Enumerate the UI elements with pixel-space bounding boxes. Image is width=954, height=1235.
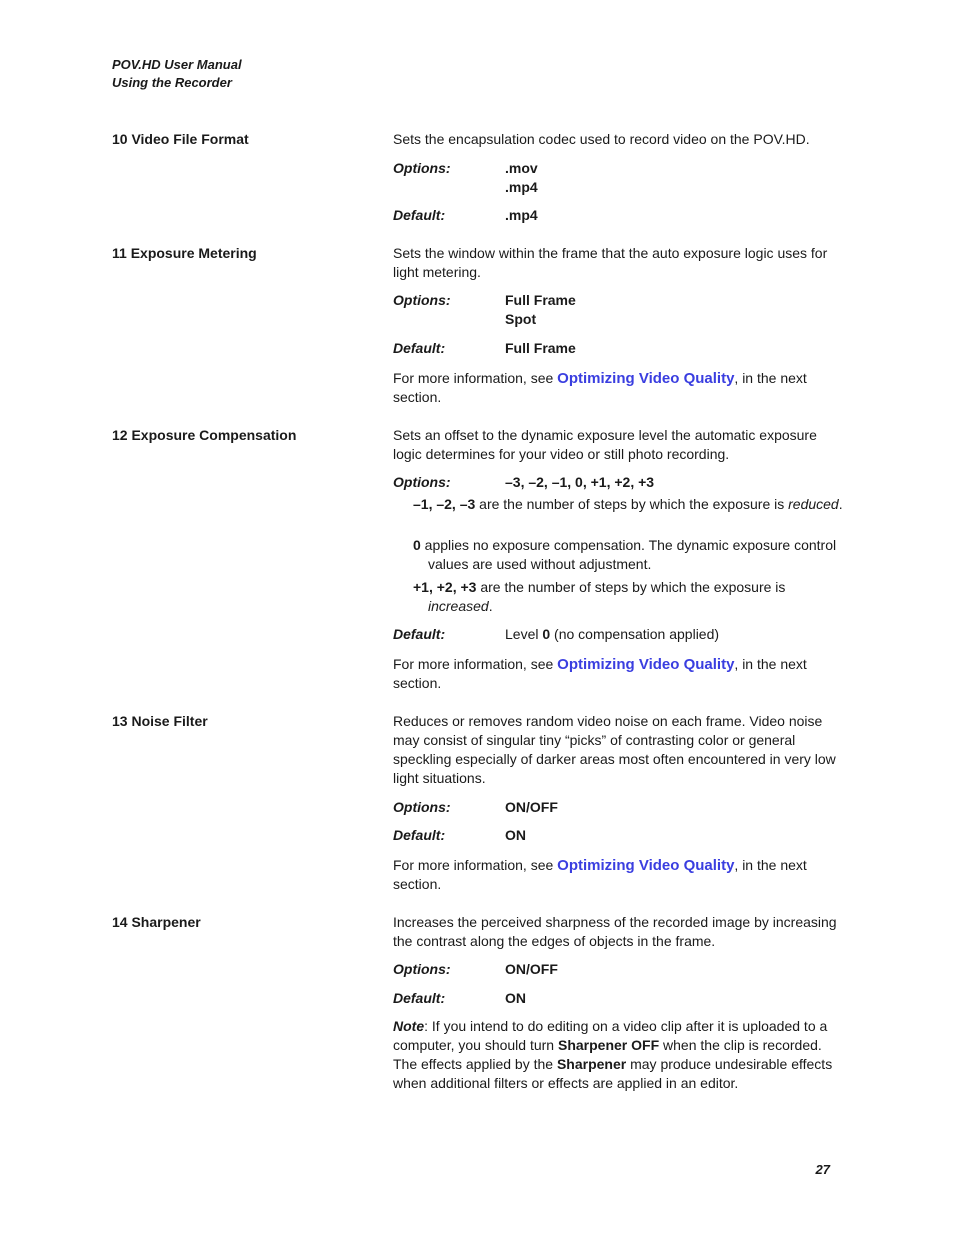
section-10-label: 10 Video File Format xyxy=(112,131,249,147)
section-12-default: Default: Level 0 (no compensation applied) xyxy=(393,626,720,642)
optimizing-video-quality-link[interactable]: Optimizing Video Quality xyxy=(557,857,735,874)
more-info-suffix: , in the next section. xyxy=(393,370,807,405)
option-value: .mov xyxy=(505,160,538,176)
default-label: Default xyxy=(393,626,441,642)
section-12-label: 12 Exposure Compensation xyxy=(112,427,297,443)
section-12-description: Sets an offset to the dynamic exposure level the automatic exposure logic determines for your video or still photo recording. xyxy=(393,427,817,462)
sharpener-note: Note: If you intend to do editing on a video clip after it is uploaded to a computer, you should turn Sharpener OFF when the clip is recorded. The effects applied by the Sharpener may produce undesirable effects when additional filters or effects are applied in an editor. xyxy=(393,1018,833,1091)
section-13-default: Default: ON xyxy=(393,827,526,843)
default-value: Full Frame xyxy=(505,340,576,356)
default-label: Default xyxy=(393,340,441,356)
section-13-more-info xyxy=(393,856,845,894)
option-value: ON/OFF xyxy=(505,799,558,815)
item-text: are the number of steps by which the exposure is xyxy=(475,496,789,512)
option-value: Spot xyxy=(505,311,537,327)
optimizing-video-quality-link[interactable]: Optimizing Video Quality xyxy=(557,370,735,387)
item-emphasis: increased xyxy=(428,598,489,614)
section-14-options: Options: ON/OFF xyxy=(393,961,558,977)
default-label: Default xyxy=(393,990,441,1006)
section-12-more-info xyxy=(393,655,845,693)
section-11-default: Default: Full Frame xyxy=(393,340,576,356)
optimizing-video-quality-link[interactable]: Optimizing Video Quality xyxy=(557,656,735,673)
item-term: –1, –2, –3 xyxy=(413,496,476,512)
section-14-label: 14 Sharpener xyxy=(112,914,201,930)
options-label: Options xyxy=(393,799,446,815)
item-text: are the number of steps by which the exposure is xyxy=(476,579,786,595)
chapter-title: Using the Recorder xyxy=(112,75,232,90)
section-11-description: Sets the window within the frame that the auto exposure logic uses for light metering. xyxy=(393,245,828,280)
manual-title: POV.HD User Manual xyxy=(112,57,242,72)
running-header xyxy=(112,56,242,92)
exposure-item-reduced xyxy=(413,495,848,514)
options-label: Options xyxy=(393,292,446,308)
section-14-default: Default: ON xyxy=(393,990,526,1006)
more-info-suffix: , in the next section. xyxy=(393,857,807,892)
option-value: –3, –2, –1, 0, +1, +2, +3 xyxy=(505,474,655,490)
exposure-item-increased xyxy=(413,578,848,616)
default-value: .mp4 xyxy=(505,207,538,223)
item-term: +1, +2, +3 xyxy=(413,579,477,595)
exposure-item-zero xyxy=(413,536,848,574)
option-value: ON/OFF xyxy=(505,961,558,977)
note-label: Note xyxy=(393,1018,425,1034)
option-value: Full Frame xyxy=(505,292,576,308)
more-info-prefix: For more information, see xyxy=(393,656,558,672)
option-value: .mp4 xyxy=(505,179,538,195)
item-end: . xyxy=(838,496,843,512)
section-10-default: Default: .mp4 xyxy=(393,207,538,223)
more-info-prefix: For more information, see xyxy=(393,857,558,873)
item-end: . xyxy=(488,598,493,614)
options-label: Options xyxy=(393,474,446,490)
section-13-label: 13 Noise Filter xyxy=(112,713,208,729)
section-14-description: Increases the perceived sharpness of the recorded image by increasing the contrast along the edges of objects in the frame. xyxy=(393,914,837,949)
section-13-options: Options: ON/OFF xyxy=(393,799,558,815)
more-info-suffix: , in the next section. xyxy=(393,656,807,691)
section-10-options: Options: .mov .mp4 xyxy=(393,160,538,195)
section-10-description: Sets the encapsulation codec used to record video on the POV.HD. xyxy=(393,131,810,147)
options-label: Options xyxy=(393,160,446,176)
default-label: Default xyxy=(393,207,441,223)
page-number: 27 xyxy=(815,1162,830,1177)
default-label: Default xyxy=(393,827,441,843)
section-11-options: Options: Full Frame Spot xyxy=(393,292,576,327)
section-11-label: 11 Exposure Metering xyxy=(112,245,257,261)
item-term: 0 xyxy=(413,537,421,553)
options-label: Options xyxy=(393,961,446,977)
default-value: Level 0 (no compensation applied) xyxy=(505,626,720,642)
item-emphasis: reduced xyxy=(788,496,839,512)
default-value: ON xyxy=(505,827,526,843)
default-value: ON xyxy=(505,990,526,1006)
more-info-prefix: For more information, see xyxy=(393,370,558,386)
section-11-more-info xyxy=(393,369,845,407)
section-13-description: Reduces or removes random video noise on each frame. Video noise may consist of singular tiny “picks” of contrasting color or general speckling especially of darker areas most often encountered in very low light situations. xyxy=(393,713,836,786)
item-text: applies no exposure compensation. The dynamic exposure control values are used without adjustment. xyxy=(420,537,837,572)
section-12-options: Options: –3, –2, –1, 0, +1, +2, +3 xyxy=(393,474,655,490)
